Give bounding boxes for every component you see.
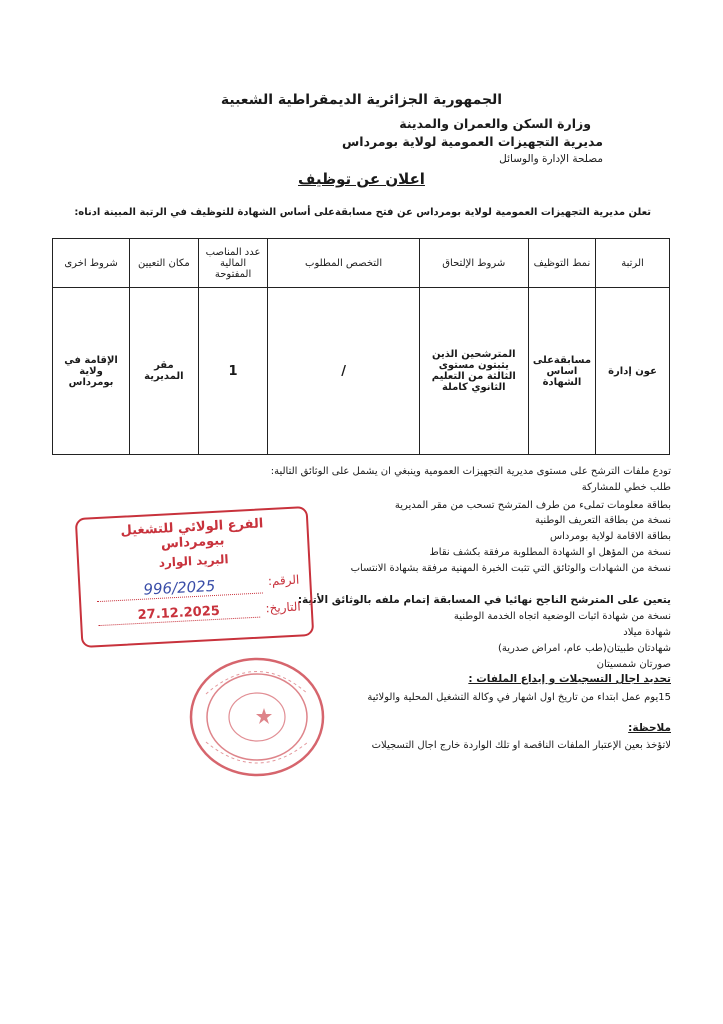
col-positions: عدد المناصب المالية المفتوحة <box>198 239 268 288</box>
table-header-row <box>53 239 670 288</box>
list-item: صورتان شمسيتان <box>596 659 671 670</box>
final-docs-heading: يتعين على المترشح الناجح نهائيا في المسابقة إتمام ملفه بالوثائق الأتية: <box>297 594 671 606</box>
stamp-line2: البريد الوارد <box>158 552 229 570</box>
col-mode: نمط التوظيف <box>528 239 595 288</box>
stamp-number-label: الرقم: <box>267 572 300 589</box>
deadline-heading: تحديد اجال التسجيلات و إيداع الملفات : <box>468 673 671 685</box>
documents-intro: تودع ملفات الترشح على مستوى مديرية التجهيزات العمومية وينبغي ان يشمل على الوثائق التالية: <box>270 466 671 477</box>
cell-location: مقر المديرية <box>130 288 199 455</box>
official-seal-icon <box>186 654 328 780</box>
list-item: شهادة ميلاد <box>623 627 671 638</box>
col-specialty: التخصص المطلوب <box>268 239 419 288</box>
note-heading: ملاحظة: <box>628 722 671 734</box>
list-item: نسخة من شهادة اثبات الوضعية اتجاه الخدمة الوطنية <box>453 611 671 622</box>
recruitment-table <box>52 238 670 455</box>
cell-conditions: المترشحين الذين يثبتون مستوى الثالثة من التعليم الثانوي كاملة <box>419 288 528 455</box>
list-item: بطاقة الاقامة لولاية بومرداس <box>549 531 671 542</box>
intro-text: تعلن مديرية التجهيزات العمومية لولاية بومرداس عن فتح مسابقةعلى أساس الشهادة للتوظيف في الرتبة المبينة ادناه: <box>74 207 651 218</box>
list-item: طلب خطي للمشاركة <box>581 482 671 493</box>
cell-positions: 1 <box>198 288 268 455</box>
col-location: مكان التعيين <box>130 239 199 288</box>
directorate-name: مديرية التجهيزات العمومية لولاية بومرداس <box>342 134 603 149</box>
col-rank: الرتبة <box>596 239 670 288</box>
stamp-date: 27.12.2025 <box>98 602 260 626</box>
cell-specialty: / <box>268 288 419 455</box>
list-item: شهادتان طبيتان(طب عام، امراض صدرية) <box>497 643 671 654</box>
stamp-line1: الفرع الولائي للتشغيل ببومرداس <box>120 516 264 552</box>
deadline-text: 15يوم عمل ابتداء من تاريخ اول اشهار في وكالة التشغيل المحلية والولائية <box>367 692 671 703</box>
list-item: نسخة من الشهادات والوثائق التي تثبت الخبرة المهنية مرفقة بشهادة الانتساب <box>350 563 671 574</box>
cell-mode: مسابقةعلى اساس الشهادة <box>528 288 595 455</box>
republic-heading: الجمهورية الجزائرية الديمقراطية الشعبية <box>220 92 503 108</box>
stamp-date-label: التاريخ: <box>265 599 302 616</box>
service-name: مصلحة الإدارة والوسائل <box>499 153 603 165</box>
list-item: نسخة من المؤهل او الشهادة المطلوبة مرفقة بكشف نقاط <box>429 547 671 558</box>
cell-other: الإقامة في ولاية بومرداس <box>53 288 130 455</box>
stamp-number: 996/2025 <box>96 574 262 602</box>
cell-rank: عون إدارة <box>596 288 670 455</box>
note-text: لاتؤخذ بعين الإعتبار الملفات الناقصة او تلك الواردة خارج اجال التسجيلات <box>371 740 671 751</box>
received-mail-stamp <box>75 506 314 648</box>
col-other: شروط اخرى <box>53 239 130 288</box>
announcement-title: اعلان عن توظيف <box>298 170 425 188</box>
list-item: نسخة من بطاقة التعريف الوطنية <box>534 515 671 526</box>
table-row <box>53 288 670 455</box>
list-item: بطاقة معلومات تملىء من طرف المترشح تسحب من مقر المديرية <box>394 500 671 511</box>
ministry-name: وزارة السكن والعمران والمدينة <box>399 116 591 131</box>
col-conditions: شروط الإلتحاق <box>419 239 528 288</box>
